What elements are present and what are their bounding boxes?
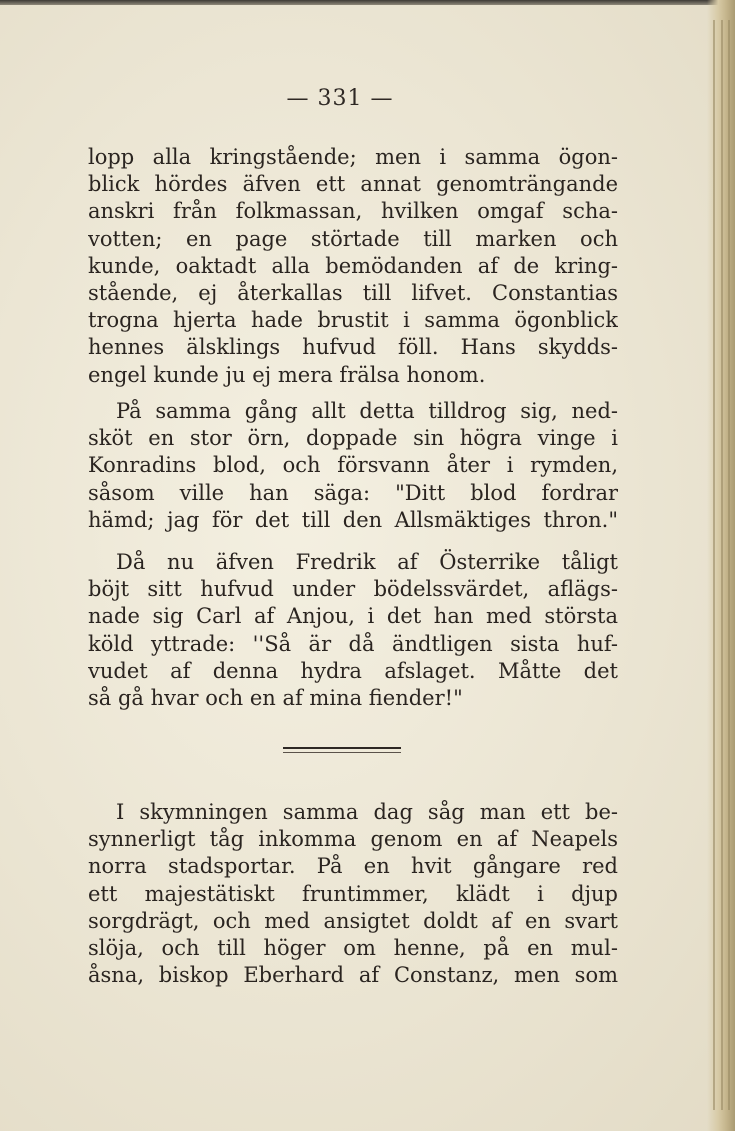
text-line: synnerligt tåg inkomma genom en af Neapels xyxy=(88,827,618,852)
paragraph-1 xyxy=(88,144,618,389)
text-line: stående, ej återkallas till lifvet. Constantias xyxy=(88,280,618,305)
binding-line xyxy=(728,20,730,1110)
text-line: engel kunde ju ej mera frälsa honom. xyxy=(88,362,486,387)
text-line: vudet af denna hydra afslaget. Måtte det xyxy=(88,658,618,683)
page-number: — 331 — xyxy=(286,86,394,111)
text-line: lopp alla kringstående; men i samma ögon- xyxy=(88,145,618,169)
text-line: anskri från folkmassan, hvilken omgaf scha- xyxy=(88,199,618,224)
text-line: I skymningen samma dag såg man ett be- xyxy=(116,800,618,824)
text-line: så gå hvar och en af mina fiender!" xyxy=(88,685,463,710)
text-line: ett majestätiskt fruntimmer, klädt i djup xyxy=(88,881,618,906)
section-separator xyxy=(283,747,401,753)
text-line: Konradins blod, och försvann åter i rymden, xyxy=(88,453,618,478)
text-line: Då nu äfven Fredrik af Österrike tåligt xyxy=(116,550,618,574)
page-top-edge xyxy=(0,0,735,5)
text-line: slöja, och till höger om henne, på en mul- xyxy=(88,935,618,960)
text-line: såsom ville han säga: "Ditt blod fordrar xyxy=(88,480,618,505)
text-line: hämd; jag för det till den Allsmäktiges thron." xyxy=(88,507,618,532)
paragraph-2 xyxy=(88,398,618,534)
binding-line xyxy=(721,20,723,1110)
text-line: böjt sitt hufvud under bödelssvärdet, aflägs- xyxy=(88,577,618,602)
text-line: nade sig Carl af Anjou, i det han med största xyxy=(88,604,618,629)
text-line: sköt en stor örn, doppade sin högra vinge i xyxy=(88,426,618,451)
text-line: kunde, oaktadt alla bemödanden af de kring- xyxy=(88,253,618,278)
text-line: åsna, biskop Eberhard af Constanz, men som xyxy=(88,963,618,988)
paragraph-4 xyxy=(88,799,618,989)
paragraph-3 xyxy=(88,549,618,712)
text-line: hennes älsklings hufvud föll. Hans skydds- xyxy=(88,335,618,360)
text-line: sorgdrägt, och med ansigtet doldt af en svart xyxy=(88,908,618,933)
text-line: På samma gång allt detta tilldrog sig, ned- xyxy=(116,399,618,423)
binding-line xyxy=(713,20,715,1110)
text-line: blick hördes äfven ett annat genomträngande xyxy=(88,172,618,197)
text-line: norra stadsportar. På en hvit gångare red xyxy=(88,854,618,879)
page-binding-edge xyxy=(707,0,735,1131)
text-line: votten; en page störtade till marken och xyxy=(88,226,618,251)
text-line: köld yttrade: ''Så är då ändtligen sista huf- xyxy=(88,631,618,656)
text-line: trogna hjerta hade brustit i samma ögonblick xyxy=(88,308,618,333)
